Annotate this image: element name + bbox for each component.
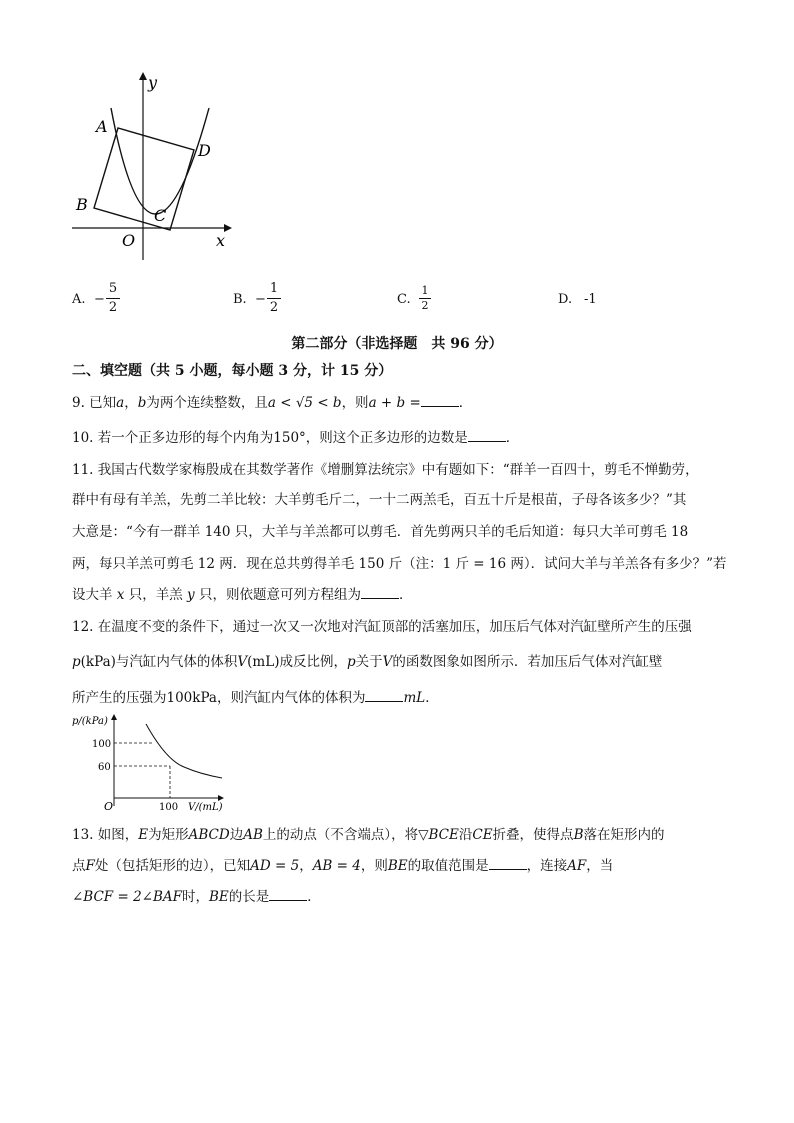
q9-text-2: ， [124, 395, 138, 411]
q12-var-p: p [72, 654, 81, 670]
q13-be-2: BE [209, 889, 229, 905]
q9-text-3: 为两个连续整数，且 [146, 395, 268, 411]
graph-origin: O [104, 800, 114, 813]
parabola-curve [111, 108, 209, 214]
q12-answer-blank[interactable] [365, 688, 403, 702]
q13-ad: AD = 5 [250, 858, 300, 874]
x-axis-arrow [224, 224, 232, 232]
q9-text-4: ，则 [341, 395, 369, 411]
q13-ab: AB [243, 827, 263, 843]
q13-af: AF [567, 858, 587, 874]
q13-t8: 点 [72, 858, 86, 874]
choice-b-sign: − [255, 292, 266, 307]
question-9 [72, 393, 472, 413]
q10-end: ． [505, 430, 520, 446]
label-x: x [216, 231, 226, 250]
q11-var-x: x [116, 587, 125, 603]
q13-t15: 时， [182, 889, 210, 905]
q12-text-3: 关于 [355, 654, 383, 670]
q13-t1: 13. 如图， [72, 827, 139, 843]
choice-d-label: D. [558, 292, 573, 307]
q13-t7: 落在矩形内的 [583, 827, 665, 843]
q13-t16: 的长是 [228, 889, 270, 905]
q12-var-v-2: V [382, 654, 393, 670]
label-c: C [154, 206, 167, 225]
q13-t10: ， [299, 858, 313, 874]
inverse-curve [146, 724, 222, 778]
q12-text-4: 的函数图象如图所示．若加压后气体对汽缸壁 [392, 654, 663, 670]
pressure-volume-graph [66, 712, 246, 816]
q13-t13: ，连接 [526, 858, 568, 874]
graph-y-arrow [111, 714, 117, 720]
section2-heading: 二、填空题（共 5 小题，每小题 3 分，计 15 分） [72, 363, 393, 379]
q13-b: B [573, 827, 584, 843]
choice-d-value: -1 [584, 292, 597, 307]
q13-be: BE [387, 858, 408, 874]
question-11-line-1: 11. 我国古代数学家梅殷成在其数学著作《增删算法统宗》中有题如下：“群羊一百四十，剪毛不惮勤劳， [72, 462, 699, 478]
part2-title: 第二部分（非选择题 共 96 分） [291, 336, 503, 352]
q13-t3: 边 [229, 827, 244, 843]
q12-text-5: 所产生的压强为100kPa，则汽缸内气体的体积为 [72, 690, 366, 706]
q12-unit: mL [403, 690, 426, 706]
q11-answer-blank[interactable] [361, 585, 399, 599]
label-a: A [96, 117, 108, 136]
q12-end: ． [425, 690, 439, 706]
q12-text-1: 与汽缸内气体的体积 [115, 654, 238, 670]
q9-sum: a + b = [368, 395, 421, 411]
q13-t5: 沿 [458, 827, 473, 843]
q11-text-1: 设大羊 [72, 587, 117, 603]
choice-a-fraction [106, 280, 120, 317]
q13-t6: 折叠，使得点 [492, 827, 574, 843]
q9-var-b: b [137, 395, 147, 411]
choice-c-label: C. [397, 292, 411, 307]
q12-text-2: 成反比例， [279, 654, 347, 670]
question-11-line-4: 两，每只羊羔可剪毛 12 两．现在总共剪得羊毛 150 斤（注：1 斤 = 16 两）．试问大羊与羊羔各有多少？”若 [72, 556, 727, 572]
q9-answer-blank[interactable] [421, 393, 459, 407]
choice-c-numerator: 1 [421, 284, 429, 297]
label-d: D [198, 141, 211, 160]
q13-angle-eq: ∠BCF = 2∠BAF [72, 889, 183, 905]
choice-b-fraction [267, 280, 281, 317]
choice-a-numerator: 5 [108, 281, 118, 296]
q12-unit-kpa: (kPa) [80, 654, 116, 670]
choice-c-denominator: 2 [421, 299, 429, 312]
q9-var-a: a [116, 395, 125, 411]
choice-a-label: A. [72, 292, 86, 307]
choice-b-label: B. [233, 292, 247, 307]
q10-text: 10. 若一个正多边形的每个内角为150°，则这个正多边形的边数是 [72, 430, 468, 446]
graph-tick-x-100: 100 [159, 802, 179, 813]
question-10 [72, 428, 519, 448]
q11-text-2: 只，羊羔 [124, 587, 188, 603]
question-11-line-3: 大意是：“今有一群羊 140 只，大羊与羊羔都可以剪毛．首先剪两只羊的毛后知道：每只大羊可剪毛 18 [72, 524, 689, 540]
q13-e: E [138, 827, 149, 843]
q12-var-p-2: p [346, 654, 356, 670]
question-12-line-3 [72, 688, 439, 708]
q13-t12: 的取值范围是 [407, 858, 489, 874]
choice-b-numerator: 1 [269, 281, 279, 296]
q13-t2: 为矩形 [148, 827, 189, 843]
q10-answer-blank[interactable] [468, 428, 506, 442]
label-b: B [76, 195, 88, 214]
question-13-line-1 [72, 825, 664, 845]
q13-end: ． [307, 889, 321, 905]
q13-bce: BCE [428, 827, 459, 843]
y-axis-arrow [139, 72, 147, 80]
q13-f: F [85, 858, 95, 874]
choice-a-sign: − [94, 292, 105, 307]
square-abcd [94, 128, 194, 230]
q11-var-y: y [187, 587, 195, 603]
question-12-line-2 [72, 652, 662, 672]
q13-t9: 处（包括矩形的边），已知 [94, 858, 251, 874]
graph-tick-y-60: 60 [98, 762, 111, 773]
parabola-square-figure [66, 68, 236, 268]
question-12-line-1: 12. 在温度不变的条件下，通过一次又一次地对汽缸顶部的活塞加压，加压后气体对汽缸壁所产生的压强 [72, 619, 692, 635]
choice-a-denominator: 2 [108, 300, 118, 315]
q12-unit-ml: (mL) [247, 654, 280, 670]
q13-t4: 上的动点（不含端点），将▽ [262, 827, 429, 843]
q13-ce: CE [472, 827, 493, 843]
choice-b-denominator: 2 [269, 300, 279, 315]
question-11-line-2: 群中有母有羊羔，先剪二羊比较：大羊剪毛斤二，一十二两羔毛，百五十斤是根苗，子母各该多少？”其 [72, 492, 687, 508]
graph-x-arrow [218, 795, 224, 801]
question-13-line-2 [72, 856, 613, 876]
q9-inequality: a < √5 < b [267, 395, 342, 411]
choice-c-fraction [419, 284, 431, 313]
q11-text-4: ． [398, 587, 413, 603]
question-11-line-5 [72, 585, 412, 605]
graph-y-label: p/(kPa) [72, 716, 108, 727]
q9-text-1: 9. 已知 [72, 395, 117, 411]
label-y: y [148, 73, 158, 92]
label-o: O [122, 231, 136, 250]
q13-answer-blank-1[interactable] [489, 856, 527, 870]
graph-tick-y-100: 100 [92, 739, 112, 750]
q13-abcd: ABCD [188, 827, 230, 843]
graph-x-label: V/(mL) [188, 802, 223, 813]
q13-ab-val: AB = 4 [312, 858, 361, 874]
q11-text-3: 只，则依题意可列方程组为 [194, 587, 361, 603]
q13-t11: ，则 [360, 858, 388, 874]
q13-answer-blank-2[interactable] [269, 887, 307, 901]
q9-text-5: ． [458, 395, 473, 411]
q12-var-v: V [237, 654, 248, 670]
question-13-line-3 [72, 887, 321, 907]
q13-t14: ，当 [586, 858, 614, 874]
